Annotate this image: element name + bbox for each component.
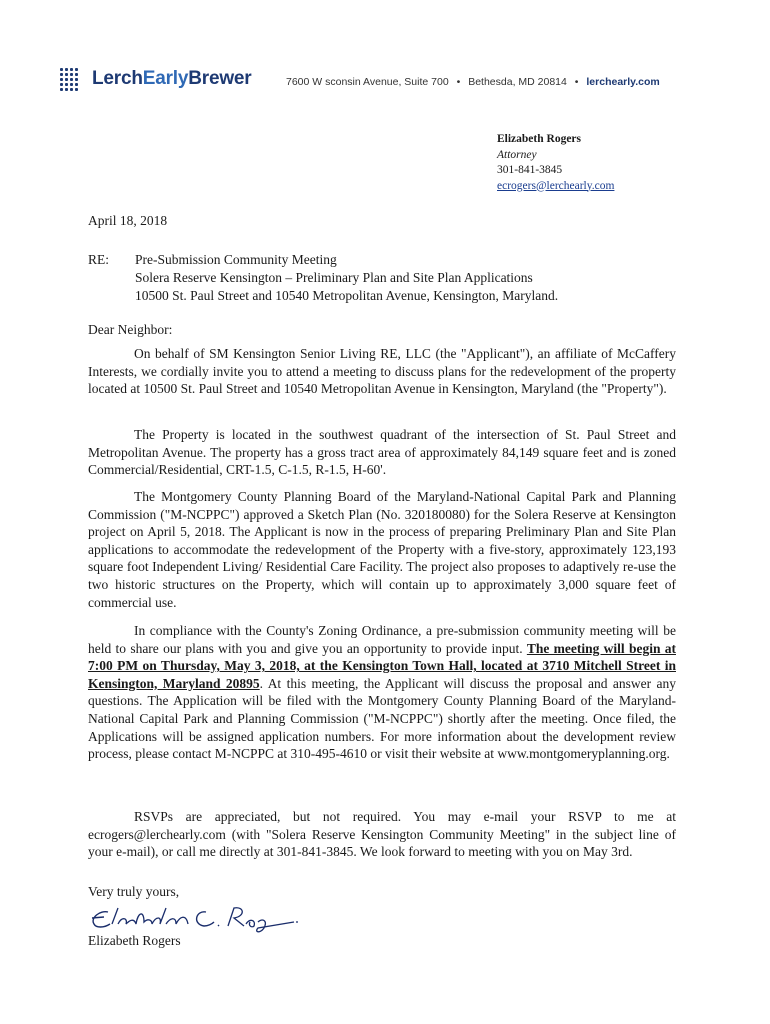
re-label: RE: (88, 252, 110, 267)
paragraph-text: . At this meeting, the Applicant will discuss the proposal and answer any questions. The Application will be filed with the Montgomery County Planning Board of the Maryland-National Capital Park and Planning Commission ("M-NCPPC") shortly after the meeting. Once filed, the Applications will be assigned application numbers. For more information about the development review process, please contact M-NCPPC at 310-495-4610 or visit their website at www.montgomeryplanning.org. (88, 675, 676, 762)
handwritten-signature (88, 898, 308, 936)
firm-website-link[interactable]: lerchearly.com (586, 76, 660, 88)
closing: Very truly yours, (88, 884, 180, 899)
body-paragraph: On behalf of SM Kensington Senior Living RE, LLC (the "Applicant"), an affiliate of McCaffery Interests, we cordially invite you to attend a meeting to discuss plans for the redevelopment of the property located at 10500 St. Paul Street and 10540 Metropolitan Avenue in Kensington, Maryland (the "Property"). (88, 346, 676, 397)
sender-title: Attorney (497, 148, 537, 161)
separator-dot: • (574, 76, 579, 88)
dot-grid-logo-icon (60, 68, 82, 92)
meeting-details: The meeting will begin at 7:00 PM on Thursday, May 3, 2018, at the Kensington Town Hall, located at 3710 Mitchell Street in Kensington, Maryland 20895 (88, 640, 676, 691)
paragraph-text: In compliance with the County's Zoning Ordinance, a pre-submission community meeting will be held to share our plans with you and give you an opportunity to provide input. (88, 623, 676, 656)
sender-email-link[interactable]: ecrogers@lerchearly.com (497, 179, 615, 192)
sender-block (497, 132, 614, 194)
re-line: Solera Reserve Kensington – Preliminary Plan and Site Plan Applications (135, 270, 533, 285)
re-line: 10500 St. Paul Street and 10540 Metropolitan Avenue, Kensington, Maryland. (135, 288, 559, 303)
body-paragraph: The Montgomery County Planning Board of the Maryland-National Capital Park and Planning Commission ("M-NCPPC") approved a Sketch Plan (No. 320180080) for the Solera Reserve at Kensington project on April 5, 2018. The Applicant is now in the process of preparing Preliminary Plan and Site Plan applications to accommodate the redevelopment of the Property with a five-story, approximately 123,193 square foot Independent Living/ Residential Care Facility. The project also proposes to adaptively re-use the two historic structures on the Property, which will contain up to approximately 3,000 square feet of commercial use. (88, 489, 676, 610)
re-line: Pre-Submission Community Meeting (135, 252, 337, 267)
letterhead (60, 66, 740, 98)
body-paragraph: RSVPs are appreciated, but not required. You may e-mail your RSVP to me at ecrogers@lerchearly.com (with "Solera Reserve Kensington Community Meeting" in the subject line of your e-mail), or call me directly at 301-841-3845. We look forward to meeting with you on May 3rd. (88, 809, 676, 860)
salutation: Dear Neighbor: (88, 322, 173, 337)
sender-name: Elizabeth Rogers (497, 133, 582, 145)
body-paragraph: The Property is located in the southwest quadrant of the intersection of St. Paul Street and Metropolitan Avenue. The property has a gross tract area of approximately 84,149 square feet and is zoned Commercial/Residential, CRT-1.5, C-1.5, R-1.5, H-60'. (88, 427, 676, 478)
separator-dot: • (456, 76, 461, 88)
city-address: Bethesda, MD 20814 (468, 76, 567, 88)
sender-phone: 301-841-3845 (497, 164, 563, 176)
firm-address (286, 76, 660, 88)
firm-logo-wordmark: LerchEarlyBrewer (92, 68, 252, 89)
letter-date: April 18, 2018 (88, 213, 168, 228)
signer-name: Elizabeth Rogers (88, 933, 181, 948)
street-address: 7600 W sconsin Avenue, Suite 700 (286, 76, 449, 88)
body-paragraph (88, 622, 676, 763)
